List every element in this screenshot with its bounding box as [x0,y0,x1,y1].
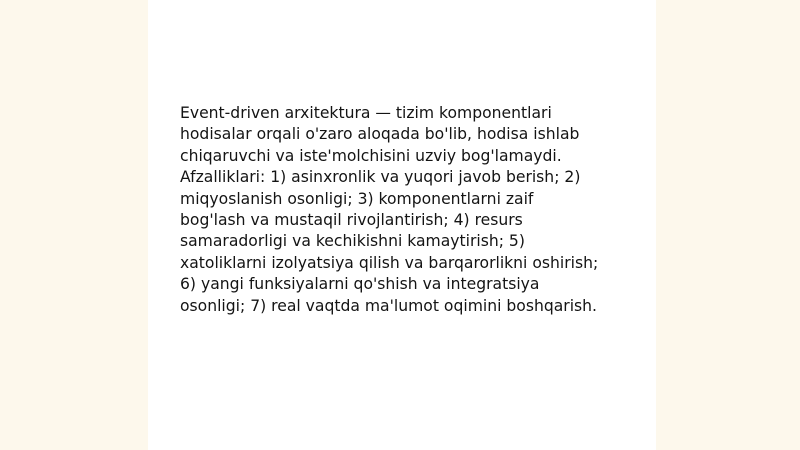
text-line: xatoliklarni izolyatsiya qilish va barqarorlikni oshirish; [180,253,599,272]
text-line: samaradorligi va kechikishni kamaytirish; 5) [180,232,525,251]
content-page [148,0,656,450]
text-line: bog'lash va mustaqil rivojlantirish; 4) resurs [180,211,523,230]
body-paragraph [180,103,630,317]
text-line: miqyoslanish osonligi; 3) komponentlarni zaif [180,189,534,208]
text-line: hodisalar orqali o'zaro aloqada bo'lib, hodisa ishlab [180,125,580,144]
text-line: Afzalliklari: 1) asinxronlik va yuqori javob berish; 2) [180,168,581,187]
text-line: 6) yangi funksiyalarni qo'shish va integratsiya [180,275,540,294]
text-line: Event-driven arxitektura — tizim komponentlari [180,104,552,122]
text-line: chiqaruvchi va iste'molchisini uzviy bog'lamaydi. [180,146,562,165]
text-line: osonligi; 7) real vaqtda ma'lumot oqimini boshqarish. [180,296,597,315]
